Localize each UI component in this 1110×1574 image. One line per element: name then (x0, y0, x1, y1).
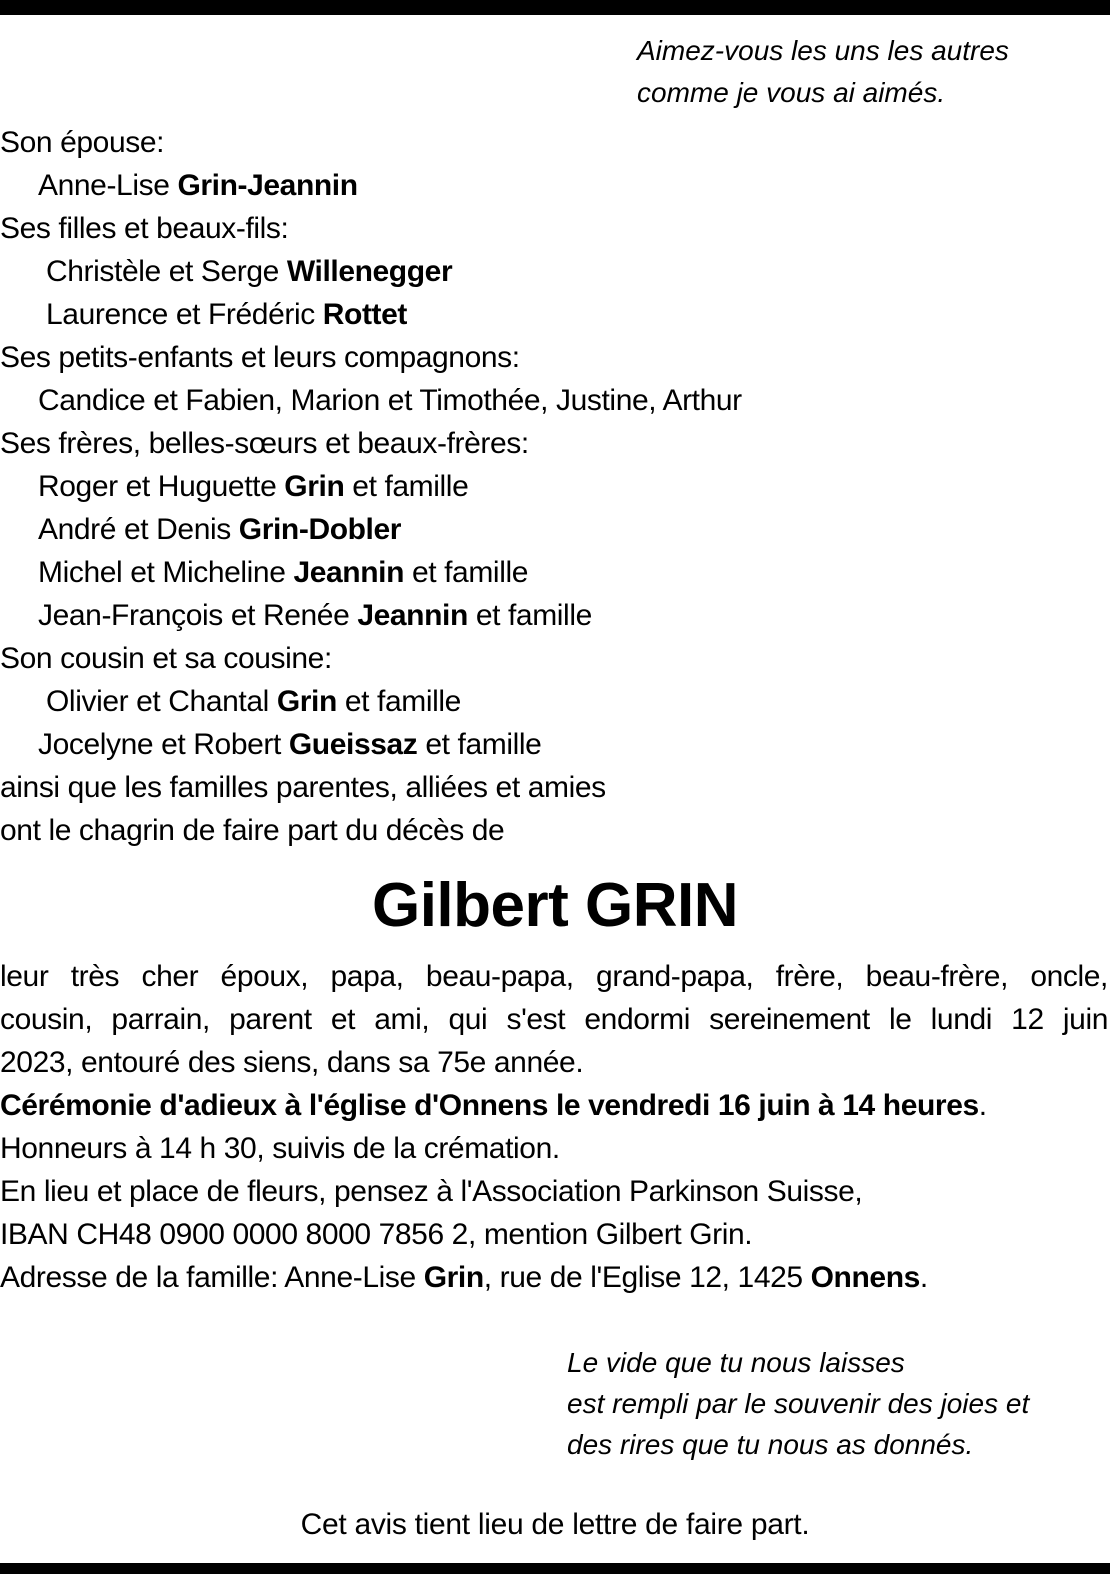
family-text: ainsi que les familles parentes, alliées et amies (0, 771, 606, 804)
family-heading (0, 121, 742, 164)
ceremony-line (0, 1084, 1108, 1127)
address-name: Grin (423, 1261, 484, 1294)
family-heading (0, 766, 742, 809)
footer-note: Cet avis tient lieu de lettre de faire part. (300, 1508, 810, 1541)
bottom-border-rule (0, 1563, 1110, 1574)
family-member (0, 594, 742, 637)
epigraph-line: est rempli par le souvenir des joies et (567, 1388, 1030, 1419)
family-surname: Jeannin (357, 599, 468, 632)
family-text: ont le chagrin de faire part du décès de (0, 814, 505, 847)
family-text: Son épouse: (0, 126, 165, 159)
family-text: Ses frères, belles-sœurs et beaux-frères: (0, 427, 529, 460)
family-text: Candice et Fabien, Marion et Timothée, Justine, Arthur (38, 384, 742, 417)
family-text: Anne-Lise (38, 169, 178, 202)
family-surname: Grin (284, 470, 345, 503)
family-suffix: et famille (336, 685, 461, 718)
family-text: Laurence et Frédéric (46, 298, 323, 331)
family-suffix: et famille (467, 599, 592, 632)
top-border-rule (0, 0, 1110, 15)
epigraph-top (637, 30, 1009, 114)
family-surname: Gueissaz (288, 728, 418, 761)
family-text: Roger et Huguette (38, 470, 285, 503)
donation-iban-line: IBAN CH48 0900 0000 8000 7856 2, mention Gilbert Grin. (0, 1218, 753, 1251)
address-end: . (919, 1261, 928, 1294)
family-heading (0, 422, 742, 465)
honors-line: Honneurs à 14 h 30, suivis de la crémation. (0, 1132, 560, 1165)
donation-line: En lieu et place de fleurs, pensez à l'Association Parkinson Suisse, (0, 1175, 863, 1208)
family-member (0, 551, 742, 594)
family-list (0, 121, 742, 852)
family-text: Olivier et Chantal (46, 685, 277, 718)
description-line: 2023, entouré des siens, dans sa 75e année. (0, 1046, 584, 1079)
ceremony-text: Cérémonie d'adieux à l'église d'Onnens le vendredi 16 juin à 14 heures (0, 1089, 979, 1122)
address-prefix: Adresse de la famille: Anne-Lise (0, 1261, 424, 1294)
family-surname: Willenegger (286, 255, 453, 288)
epigraph-line: Aimez-vous les uns les autres (637, 35, 1009, 66)
address-locality: Onnens (810, 1261, 920, 1294)
family-text: Jocelyne et Robert (38, 728, 289, 761)
family-member (0, 293, 742, 336)
description-line: leur très cher époux, papa, beau-papa, grand-papa, frère, beau-frère, oncle, (0, 960, 1108, 993)
notice-body (0, 955, 1108, 1299)
family-member (0, 465, 742, 508)
family-heading (0, 207, 742, 250)
family-member (0, 508, 742, 551)
family-text: Ses petits-enfants et leurs compagnons: (0, 341, 520, 374)
family-suffix: et famille (404, 556, 529, 589)
address-street: , rue de l'Eglise 12, 1425 (483, 1261, 811, 1294)
family-member (0, 379, 742, 422)
family-heading (0, 336, 742, 379)
family-suffix: et famille (344, 470, 469, 503)
family-member (0, 723, 742, 766)
family-text: André et Denis (38, 513, 239, 546)
family-text: Ses filles et beaux-fils: (0, 212, 289, 245)
family-surname: Grin-Dobler (238, 513, 402, 546)
family-text: Christèle et Serge (46, 255, 287, 288)
epigraph-line: des rires que tu nous as donnés. (567, 1429, 974, 1460)
family-member (0, 250, 742, 293)
family-surname: Grin (276, 685, 337, 718)
address-line (0, 1256, 1108, 1299)
family-heading (0, 809, 742, 852)
ceremony-end: . (978, 1089, 987, 1122)
family-member (0, 680, 742, 723)
deceased-name: Gilbert GRIN (371, 871, 739, 940)
epigraph-line: comme je vous ai aimés. (637, 77, 946, 108)
family-text: Jean-François et Renée (38, 599, 358, 632)
description-line: cousin, parrain, parent et ami, qui s'est endormi sereinement le lundi 12 juin (0, 1003, 1108, 1036)
epigraph-bottom (567, 1342, 1029, 1465)
family-surname: Jeannin (293, 556, 405, 589)
family-text: Michel et Micheline (38, 556, 294, 589)
family-surname: Rottet (322, 298, 407, 331)
family-heading (0, 637, 742, 680)
epigraph-line: Le vide que tu nous laisses (567, 1347, 905, 1378)
family-text: Son cousin et sa cousine: (0, 642, 332, 675)
family-surname: Grin-Jeannin (177, 169, 358, 202)
family-member (0, 164, 742, 207)
family-suffix: et famille (417, 728, 542, 761)
